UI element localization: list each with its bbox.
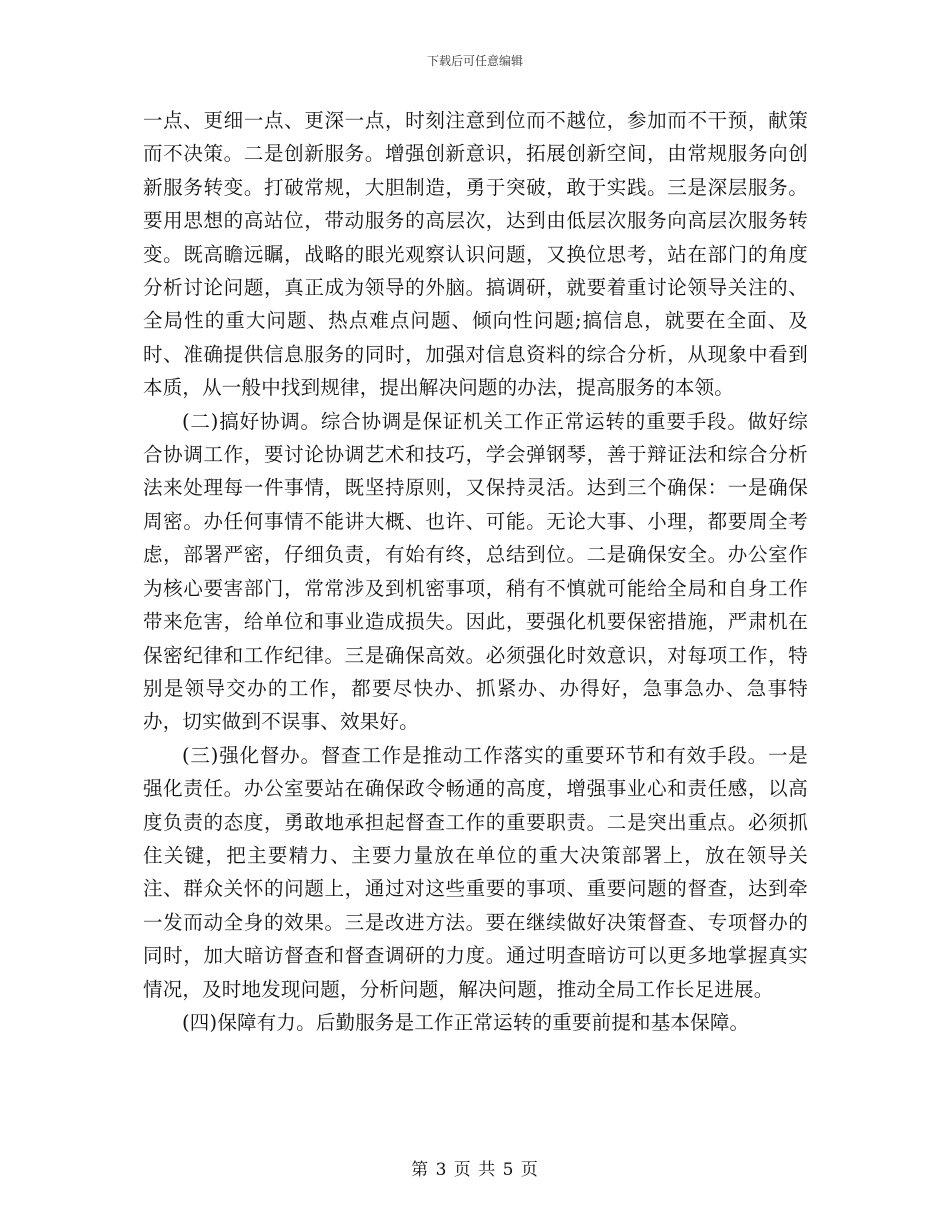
paragraph-coordination: (二)搞好协调。综合协调是保证机关工作正常运转的重要手段。做好综合协调工作，要讨论协调艺术和技巧，学会弹钢琴，善于辩证法和综合分析法来处理每一件事情，既坚持原则，又保持灵活。达到三个确保：一是确保周密。办任何事情不能讲大概、也许、可能。无论大事、小理，都要周全考虑，部署严密，仔细负责，有始有终，总结到位。二是确保安全。办公室作为核心要害部门，常常涉及到机密事项，稍有不慎就可能给全局和自身工作带来危害，给单位和事业造成损失。因此，要强化机要保密措施，严肃机在保密纪律和工作纪律。三是确保高效。必须强化时效意识，对每项工作，特别是领导交办的工作，都要尽快办、抓紧办、办得好，急事急办、急事特办，切实做到不误事、效果好。 — [143, 409, 808, 734]
page-number-footer: 第 3 页 共 5 页 — [411, 1160, 539, 1180]
document-body — [143, 104, 808, 1039]
paragraph-support: (四)保障有力。后勤服务是工作正常运转的重要前提和基本保障。 — [182, 1010, 750, 1034]
page-header: 下载后可任意编辑 — [426, 54, 523, 68]
paragraph-supervision: (三)强化督办。督查工作是推动工作落实的重要环节和有效手段。一是强化责任。办公室要站在确保政令畅通的高度，增强事业心和责任感，以高度负责的态度，勇敢地承担起督查工作的重要职责。二是突出重点。必须抓住关键，把主要精力、主要力量放在单位的重大决策部署上，放在领导关注、群众关怀的问题上，通过对这些重要的事项、重要问题的督查，达到牵一发而动全身的效果。三是改进方法。要在继续做好决策督查、专项督办的同时，加大暗访督查和督查调研的力度。通过明查暗访可以更多地掌握真实情况，及时地发现问题，分析问题，解决问题，推动全局工作长足进展。 — [143, 743, 808, 1001]
paragraph-continuation: 一点、更细一点、更深一点，时刻注意到位而不越位，参加而不干预，献策而不决策。二是创新服务。增强创新意识，拓展创新空间，由常规服务向创新服务转变。打破常规，大胆制造，勇于突破，敢于实践。三是深层服务。要用思想的高站位，带动服务的高层次，达到由低层次服务向高层次服务转变。既高瞻远瞩，战略的眼光观察认识问题，又换位思考，站在部门的角度分析讨论问题，真正成为领导的外脑。搞调研，就要着重讨论领导关注的、全局性的重大问题、热点难点问题、倾向性问题;搞信息，就要在全面、及时、准确提供信息服务的同时，加强对信息资料的综合分析，从现象中看到本质，从一般中找到规律，提出解决问题的办法，提高服务的本领。 — [143, 109, 808, 400]
